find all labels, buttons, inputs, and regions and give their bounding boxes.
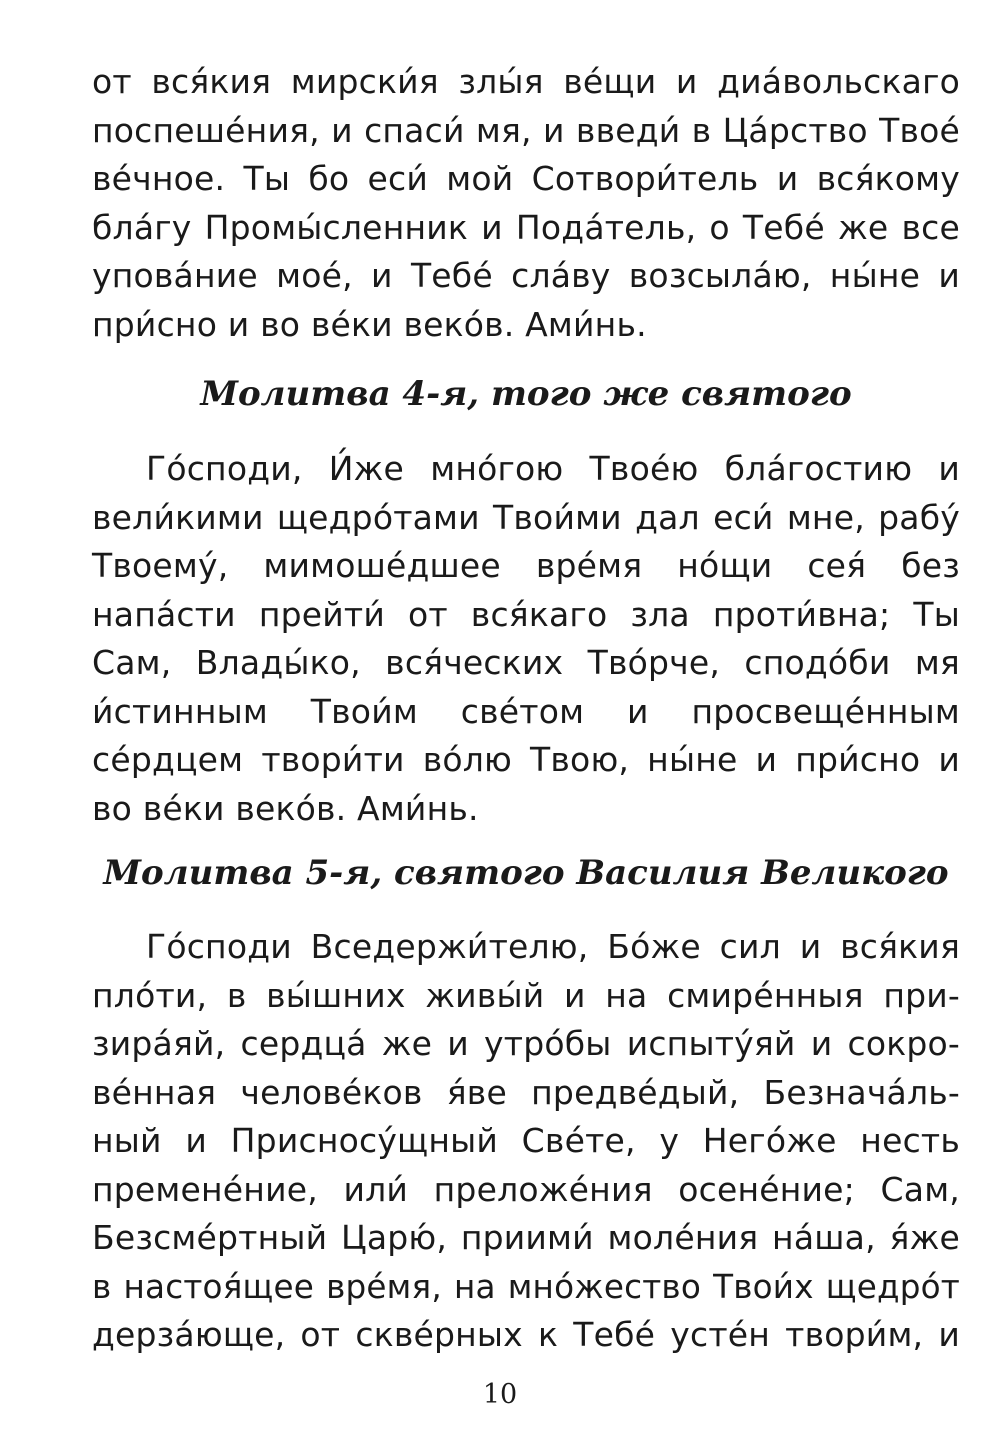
text-line: при́сно и во ве́ки веко́в. Ами́нь. bbox=[92, 304, 647, 344]
page-number: 10 bbox=[482, 1379, 518, 1410]
text-line: ве́нная челове́ков я́ве предве́дый, Безнача́ль- bbox=[92, 1072, 960, 1112]
heading-prayer-5: Молитва 5-я, святого Василия Великого bbox=[103, 853, 949, 893]
text-line: дерза́юще, от скве́рных к Тебе́ усте́н твори́м, и bbox=[92, 1315, 960, 1354]
text-line: премене́ние, или́ преложе́ния осене́ние; Сам, bbox=[92, 1169, 960, 1209]
text-line: зира́яй, сердца́ же и утро́бы испыту́яй и сокро- bbox=[92, 1024, 960, 1063]
text-line: Го́споди, И́же мно́гою Твое́ю бла́гостию и bbox=[146, 449, 960, 488]
text-line: Го́споди Вседержи́телю, Бо́же сил и вся́кия bbox=[146, 927, 960, 966]
text-line: в настоя́щее вре́мя, на мно́жество Твои́х щедро́т bbox=[92, 1267, 960, 1306]
heading-prayer-4: Молитва 4-я, того же святого bbox=[200, 374, 852, 414]
paragraph-prayer-3-ending bbox=[92, 58, 960, 349]
text-line: поспеше́ния, и спаси́ мя, и введи́ в Ца́рство Твое́ bbox=[92, 110, 960, 150]
text-line: Твоему́, мимоше́дшее вре́мя но́щи сея́ без bbox=[92, 546, 960, 585]
text-line: от вся́кия мирски́я злы́я ве́щи и диа́вольскаго bbox=[92, 62, 960, 101]
text-line: Безсме́ртный Царю́, приими́ моле́ния на́ша, я́же bbox=[92, 1218, 960, 1257]
text-line: вели́кими щедро́тами Твои́ми дал еси́ мне, рабу́ bbox=[92, 497, 960, 537]
text-line: бла́гу Промы́сленник и Пода́тель, о Тебе́ же все bbox=[92, 207, 960, 247]
page-body bbox=[92, 58, 960, 1360]
text-line: пло́ти, в вы́шних живы́й и на смире́нныя при- bbox=[92, 975, 960, 1015]
text-line: во ве́ки веко́в. Ами́нь. bbox=[92, 788, 479, 828]
text-line: напа́сти прейти́ от вся́каго зла проти́вна; Ты bbox=[92, 594, 960, 634]
text-line: упова́ние мое́, и Тебе́ сла́ву возсыла́ю, ны́не и bbox=[92, 256, 960, 295]
paragraph-prayer-5 bbox=[92, 923, 960, 1360]
paragraph-prayer-4 bbox=[92, 445, 960, 833]
text-line: Сам, Влады́ко, вся́ческих Тво́рче, сподо́би мя bbox=[92, 643, 960, 682]
text-line: ве́чное. Ты бо еси́ мой Сотвори́тель и вся́кому bbox=[92, 159, 960, 198]
text-line: и́стинным Твои́м све́том и просвеще́нным bbox=[92, 691, 960, 731]
text-line: се́рдцем твори́ти во́лю Твою, ны́не и при́сно и bbox=[92, 740, 960, 779]
text-line: ный и Присносу́щный Све́те, у Него́же несть bbox=[92, 1121, 960, 1160]
